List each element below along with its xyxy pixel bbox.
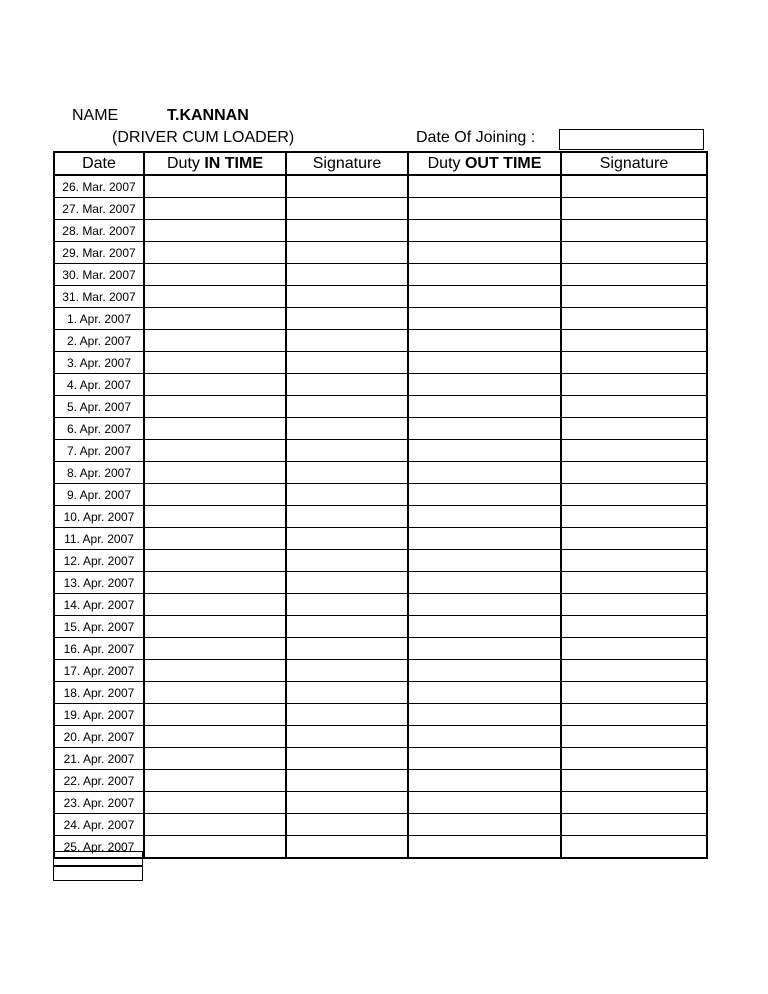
table-row: [54, 330, 707, 352]
col-header-signature-in: [286, 152, 408, 175]
table-row: [54, 175, 707, 198]
extra-date-cell[interactable]: [53, 851, 143, 866]
date-cell: 5. Apr. 2007: [54, 396, 144, 418]
duty-out-time-cell[interactable]: [408, 198, 561, 220]
signature-out-cell[interactable]: [561, 836, 707, 859]
duty-out-time-cell[interactable]: [408, 836, 561, 859]
signature-out-cell[interactable]: [561, 506, 707, 528]
signature-in-cell[interactable]: [286, 198, 408, 220]
duty-in-time-cell[interactable]: [144, 198, 286, 220]
duty-in-time-cell[interactable]: [144, 550, 286, 572]
col-header-in-bold: IN TIME: [204, 155, 263, 172]
table-row: [54, 814, 707, 836]
duty-out-time-cell[interactable]: [408, 264, 561, 286]
date-cell: 2. Apr. 2007: [54, 330, 144, 352]
duty-out-time-cell[interactable]: [408, 286, 561, 308]
date-cell: 6. Apr. 2007: [54, 418, 144, 440]
duty-in-time-cell[interactable]: [144, 506, 286, 528]
date-cell: 29. Mar. 2007: [54, 242, 144, 264]
date-cell: 3. Apr. 2007: [54, 352, 144, 374]
duty-out-time-cell[interactable]: [408, 484, 561, 506]
duty-in-time-cell[interactable]: [144, 175, 286, 198]
table-row: [54, 594, 707, 616]
table-row: [54, 616, 707, 638]
duty-out-time-cell[interactable]: [408, 704, 561, 726]
duty-in-time-cell[interactable]: [144, 242, 286, 264]
date-cell: 1. Apr. 2007: [54, 308, 144, 330]
signature-in-cell[interactable]: [286, 308, 408, 330]
duty-out-time-cell[interactable]: [408, 660, 561, 682]
signature-out-cell[interactable]: [561, 242, 707, 264]
signature-out-cell[interactable]: [561, 770, 707, 792]
employee-name: T.KANNAN: [167, 107, 249, 124]
duty-out-time-cell[interactable]: [408, 550, 561, 572]
table-row: [54, 638, 707, 660]
table-row: [54, 242, 707, 264]
signature-out-cell[interactable]: [561, 814, 707, 836]
signature-out-cell[interactable]: [561, 175, 707, 198]
duty-in-time-cell[interactable]: [144, 462, 286, 484]
table-row: [54, 550, 707, 572]
signature-out-cell[interactable]: [561, 792, 707, 814]
date-cell: 28. Mar. 2007: [54, 220, 144, 242]
col-header-signature-out: [561, 152, 707, 175]
duty-in-time-cell[interactable]: [144, 220, 286, 242]
date-cell: 26. Mar. 2007: [54, 175, 144, 198]
duty-out-time-cell[interactable]: [408, 616, 561, 638]
signature-out-cell[interactable]: [561, 484, 707, 506]
signature-out-cell[interactable]: [561, 594, 707, 616]
signature-in-cell[interactable]: [286, 726, 408, 748]
duty-out-time-cell[interactable]: [408, 792, 561, 814]
col-header-sig1-label: Signature: [312, 155, 382, 172]
signature-out-cell[interactable]: [561, 308, 707, 330]
duty-in-time-cell[interactable]: [144, 352, 286, 374]
signature-in-cell[interactable]: [286, 682, 408, 704]
date-cell: 24. Apr. 2007: [54, 814, 144, 836]
table-row: [54, 792, 707, 814]
signature-in-cell[interactable]: [286, 748, 408, 770]
table-row: [54, 352, 707, 374]
table-row: [54, 748, 707, 770]
date-cell: 22. Apr. 2007: [54, 770, 144, 792]
table-row: [54, 484, 707, 506]
signature-in-cell[interactable]: [286, 484, 408, 506]
duty-out-time-cell[interactable]: [408, 638, 561, 660]
duty-out-time-cell[interactable]: [408, 528, 561, 550]
date-cell: 14. Apr. 2007: [54, 594, 144, 616]
date-cell: 4. Apr. 2007: [54, 374, 144, 396]
duty-out-time-cell[interactable]: [408, 352, 561, 374]
duty-in-time-cell[interactable]: [144, 682, 286, 704]
date-cell: 19. Apr. 2007: [54, 704, 144, 726]
table-row: [54, 396, 707, 418]
name-label: NAME: [72, 107, 119, 124]
signature-in-cell[interactable]: [286, 660, 408, 682]
date-cell: 9. Apr. 2007: [54, 484, 144, 506]
signature-in-cell[interactable]: [286, 396, 408, 418]
signature-out-cell[interactable]: [561, 220, 707, 242]
table-row: [54, 770, 707, 792]
duty-in-time-cell[interactable]: [144, 594, 286, 616]
col-header-date: [54, 152, 144, 175]
table-row: [54, 528, 707, 550]
duty-in-time-cell[interactable]: [144, 660, 286, 682]
signature-out-cell[interactable]: [561, 462, 707, 484]
col-header-duty-out-time: [408, 152, 561, 175]
duty-out-time-cell[interactable]: [408, 242, 561, 264]
signature-in-cell[interactable]: [286, 704, 408, 726]
signature-in-cell[interactable]: [286, 594, 408, 616]
table-row: [54, 220, 707, 242]
duty-in-time-cell[interactable]: [144, 814, 286, 836]
duty-out-time-cell[interactable]: [408, 462, 561, 484]
signature-in-cell[interactable]: [286, 286, 408, 308]
col-header-date-label: Date: [82, 155, 116, 172]
table-row: [54, 264, 707, 286]
signature-in-cell[interactable]: [286, 175, 408, 198]
table-body: [54, 175, 707, 858]
signature-out-cell[interactable]: [561, 528, 707, 550]
col-header-out-prefix: Duty: [427, 155, 465, 172]
signature-in-cell[interactable]: [286, 418, 408, 440]
table-row: [54, 462, 707, 484]
duty-in-time-cell[interactable]: [144, 572, 286, 594]
table-row: [54, 374, 707, 396]
date-cell: 17. Apr. 2007: [54, 660, 144, 682]
signature-in-cell[interactable]: [286, 462, 408, 484]
duty-in-time-cell[interactable]: [144, 286, 286, 308]
signature-in-cell[interactable]: [286, 836, 408, 859]
signature-out-cell[interactable]: [561, 198, 707, 220]
signature-in-cell[interactable]: [286, 506, 408, 528]
signature-out-cell[interactable]: [561, 396, 707, 418]
duty-out-time-cell[interactable]: [408, 396, 561, 418]
signature-out-cell[interactable]: [561, 286, 707, 308]
signature-in-cell[interactable]: [286, 242, 408, 264]
duty-out-time-cell[interactable]: [408, 726, 561, 748]
table-row: [54, 682, 707, 704]
signature-in-cell[interactable]: [286, 440, 408, 462]
duty-in-time-cell[interactable]: [144, 484, 286, 506]
date-cell: 16. Apr. 2007: [54, 638, 144, 660]
duty-in-time-cell[interactable]: [144, 616, 286, 638]
signature-out-cell[interactable]: [561, 418, 707, 440]
table-row: [54, 286, 707, 308]
date-cell: 21. Apr. 2007: [54, 748, 144, 770]
signature-out-cell[interactable]: [561, 726, 707, 748]
date-cell: 15. Apr. 2007: [54, 616, 144, 638]
table-row: [54, 506, 707, 528]
duty-in-time-cell[interactable]: [144, 374, 286, 396]
table-row: [54, 198, 707, 220]
date-cell: 23. Apr. 2007: [54, 792, 144, 814]
table-row: [54, 308, 707, 330]
signature-in-cell[interactable]: [286, 792, 408, 814]
date-cell: 11. Apr. 2007: [54, 528, 144, 550]
duty-in-time-cell[interactable]: [144, 440, 286, 462]
date-cell: 18. Apr. 2007: [54, 682, 144, 704]
date-cell: 8. Apr. 2007: [54, 462, 144, 484]
duty-in-time-cell[interactable]: [144, 638, 286, 660]
signature-out-cell[interactable]: [561, 704, 707, 726]
duty-in-time-cell[interactable]: [144, 308, 286, 330]
signature-out-cell[interactable]: [561, 616, 707, 638]
duty-out-time-cell[interactable]: [408, 682, 561, 704]
col-header-in-prefix: Duty: [166, 155, 205, 172]
duty-out-time-cell[interactable]: [408, 572, 561, 594]
date-cell: 7. Apr. 2007: [54, 440, 144, 462]
duty-in-time-cell[interactable]: [144, 726, 286, 748]
duty-out-time-cell[interactable]: [408, 814, 561, 836]
signature-out-cell[interactable]: [561, 264, 707, 286]
duty-out-time-cell[interactable]: [408, 330, 561, 352]
duty-out-time-cell[interactable]: [408, 220, 561, 242]
signature-in-cell[interactable]: [286, 352, 408, 374]
duty-in-time-cell[interactable]: [144, 748, 286, 770]
duty-in-time-cell[interactable]: [144, 264, 286, 286]
col-header-out-bold: OUT TIME: [464, 155, 542, 172]
signature-in-cell[interactable]: [286, 264, 408, 286]
duty-out-time-cell[interactable]: [408, 308, 561, 330]
table-row: [54, 660, 707, 682]
signature-out-cell[interactable]: [561, 550, 707, 572]
date-cell: 20. Apr. 2007: [54, 726, 144, 748]
table-row: [54, 440, 707, 462]
signature-in-cell[interactable]: [286, 638, 408, 660]
table-row: [54, 726, 707, 748]
signature-out-cell[interactable]: [561, 660, 707, 682]
duty-out-time-cell[interactable]: [408, 440, 561, 462]
date-cell: 13. Apr. 2007: [54, 572, 144, 594]
col-header-duty-in-time: [144, 152, 286, 175]
attendance-table: [53, 151, 708, 859]
extra-date-cell[interactable]: [53, 866, 143, 881]
signature-in-cell[interactable]: [286, 374, 408, 396]
date-of-joining-label: Date Of Joining :: [416, 129, 536, 146]
signature-out-cell[interactable]: [561, 374, 707, 396]
signature-in-cell[interactable]: [286, 330, 408, 352]
duty-out-time-cell[interactable]: [408, 175, 561, 198]
duty-in-time-cell[interactable]: [144, 528, 286, 550]
duty-in-time-cell[interactable]: [144, 770, 286, 792]
signature-out-cell[interactable]: [561, 748, 707, 770]
signature-in-cell[interactable]: [286, 770, 408, 792]
duty-out-time-cell[interactable]: [408, 770, 561, 792]
date-cell: 12. Apr. 2007: [54, 550, 144, 572]
signature-in-cell[interactable]: [286, 572, 408, 594]
duty-in-time-cell[interactable]: [144, 792, 286, 814]
signature-out-cell[interactable]: [561, 352, 707, 374]
duty-in-time-cell[interactable]: [144, 704, 286, 726]
date-of-joining-box[interactable]: [559, 129, 704, 150]
signature-out-cell[interactable]: [561, 572, 707, 594]
signature-in-cell[interactable]: [286, 550, 408, 572]
signature-in-cell[interactable]: [286, 528, 408, 550]
date-cell: 25. Apr. 2007: [54, 836, 144, 859]
table-row: [54, 418, 707, 440]
duty-in-time-cell[interactable]: [144, 418, 286, 440]
duty-out-time-cell[interactable]: [408, 418, 561, 440]
employee-role: (DRIVER CUM LOADER): [112, 129, 295, 146]
signature-in-cell[interactable]: [286, 220, 408, 242]
table-row: [54, 836, 707, 859]
duty-out-time-cell[interactable]: [408, 506, 561, 528]
signature-out-cell[interactable]: [561, 440, 707, 462]
signature-out-cell[interactable]: [561, 682, 707, 704]
duty-out-time-cell[interactable]: [408, 748, 561, 770]
duty-in-time-cell[interactable]: [144, 330, 286, 352]
duty-in-time-cell[interactable]: [144, 396, 286, 418]
duty-in-time-cell[interactable]: [144, 836, 286, 859]
signature-out-cell[interactable]: [561, 330, 707, 352]
signature-out-cell[interactable]: [561, 638, 707, 660]
signature-in-cell[interactable]: [286, 814, 408, 836]
duty-out-time-cell[interactable]: [408, 594, 561, 616]
signature-in-cell[interactable]: [286, 616, 408, 638]
date-cell: 31. Mar. 2007: [54, 286, 144, 308]
table-row: [54, 572, 707, 594]
table-header-row: [54, 152, 707, 175]
date-cell: 30. Mar. 2007: [54, 264, 144, 286]
date-cell: 27. Mar. 2007: [54, 198, 144, 220]
duty-out-time-cell[interactable]: [408, 374, 561, 396]
date-cell: 10. Apr. 2007: [54, 506, 144, 528]
table-row: [54, 704, 707, 726]
col-header-sig2-label: Signature: [599, 155, 669, 172]
